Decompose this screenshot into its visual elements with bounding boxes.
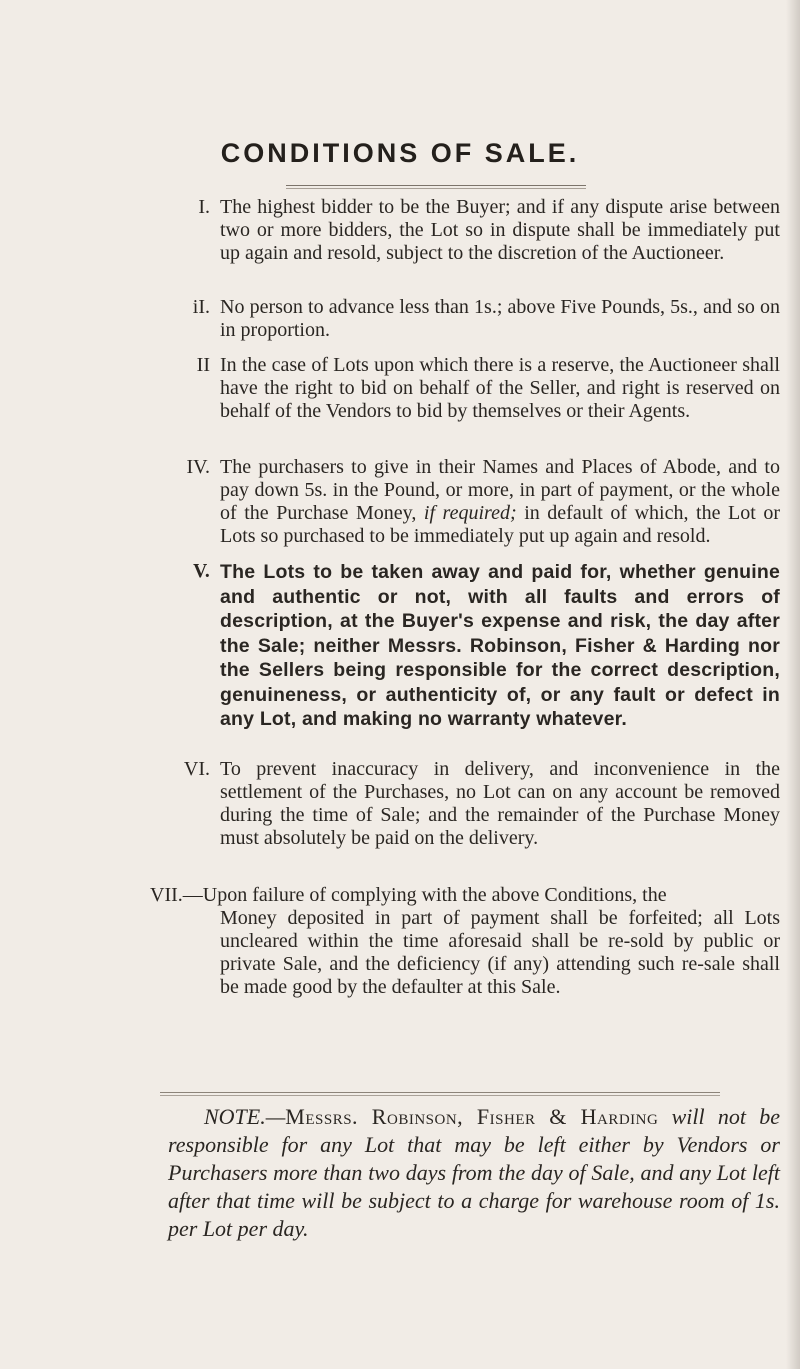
clause-6 [183, 758, 780, 850]
title-divider-secondary [286, 188, 586, 189]
note-label: NOTE.— [204, 1104, 286, 1129]
clause-1-number: I. [198, 196, 210, 218]
clause-3-text: In the case of Lots upon which there is a reserve, the Auctioneer shall have the right to bid on behalf of the Seller, and right is reserved on behalf of the Vendors to bid by themselves or their Agents. [220, 354, 780, 422]
clause-7 [150, 884, 780, 999]
clause-7-text-first: Upon failure of complying with the above Conditions, the [202, 884, 667, 906]
clause-4-text-italic: if required; [423, 502, 517, 524]
footer-note [168, 1103, 780, 1243]
clause-6-text: To prevent inaccuracy in delivery, and inconvenience in the settlement of the Purchases, no Lot can on any account be removed during the time of Sale; and the remainder of the Purchase Money must absolutely be paid on the delivery. [220, 758, 780, 849]
clause-2 [192, 296, 780, 342]
clause-4 [186, 456, 781, 548]
page-title: CONDITIONS OF SALE. [220, 138, 580, 168]
clause-4-number: IV. [186, 456, 210, 478]
note-divider [160, 1092, 720, 1093]
clause-2-number: iI. [192, 296, 210, 318]
title-divider [286, 185, 586, 186]
clause-3-number: II [196, 354, 210, 376]
clause-1 [198, 196, 780, 265]
clause-3 [196, 354, 780, 423]
page-edge-shadow [786, 0, 800, 1369]
note-text: will not be responsible for any Lot that may be left either by Vendors or Purchasers more than two days from the day of Sale, and any Lot left after that time will be subject to a charge for warehouse room of 1s. per Lot per day. [168, 1104, 781, 1241]
clause-2-text: No person to advance less than 1s.; above Five Pounds, 5s., and so on in proportion. [220, 296, 780, 341]
note-firm-name: Messrs. Robinson, Fisher & Harding [285, 1104, 659, 1129]
clause-6-number: VI. [183, 758, 210, 780]
clause-7-first-line [150, 884, 780, 907]
clause-7-number: VII.— [150, 884, 203, 906]
clause-7-text-rest: Money deposited in part of payment shall be forfeited; all Lots uncleared within the time aforesaid shall be re-sold by public or private Sale, and the deficiency (if any) attending such re-sale shall be made good by the defaulter at this Sale. [220, 907, 780, 998]
clause-1-text: The highest bidder to be the Buyer; and if any dispute arise between two or more bidders, the Lot so in dispute shall be immediately put up again and resold, subject to the discretion of the Auctioneer. [220, 196, 780, 264]
clause-5-number: V. [193, 561, 210, 582]
note-divider-secondary [160, 1095, 720, 1096]
clause-4-text-after: in default of which, the Lot or Lots so purchased to be immediately put up again and resold. [220, 502, 781, 547]
clause-5 [193, 560, 780, 732]
clause-5-text: The Lots to be taken away and paid for, whether genuine and authentic or not, with all faults and errors of description, at the Buyer's expense and risk, the day after the Sale; neither Messrs. Robinson, Fisher & Harding nor the Sellers being responsible for the correct description, genuineness, or authenticity of, or any fault or defect in any Lot, and making no warranty whatever. [220, 561, 780, 730]
clause-4-text-before: The purchasers to give in their Names and Places of Abode, and to pay down 5s. in the Pound, or more, in part of payment, or the whole of the Purchase Money, [220, 456, 780, 524]
